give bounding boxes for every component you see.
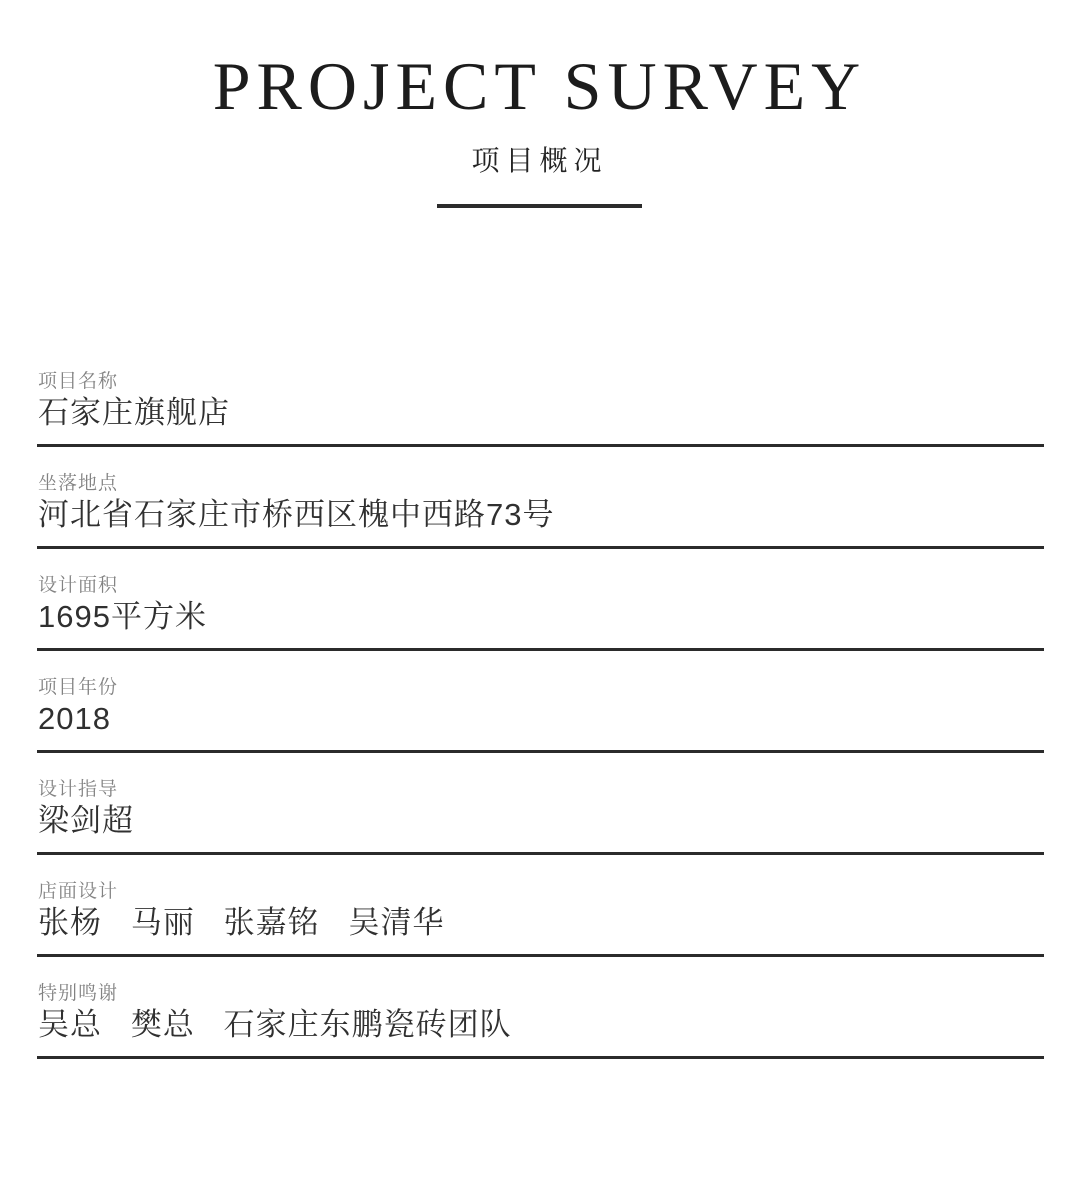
page-subtitle: 项目概况: [471, 145, 608, 176]
page-header: [0, 0, 1079, 208]
field-value: 河北省石家庄市桥西区槐中西路73号: [38, 497, 555, 532]
field-design-director: [37, 753, 1044, 855]
field-label: 设计面积: [38, 575, 119, 596]
field-store-design: [37, 855, 1044, 957]
field-special-thanks: [37, 957, 1044, 1059]
project-info-list: [37, 345, 1044, 1059]
field-value: 张杨 马丽 张嘉铭 吴清华: [38, 905, 445, 940]
page-title: PROJECT SURVEY: [212, 48, 867, 124]
field-label: 项目名称: [38, 371, 119, 392]
field-value: 吴总 樊总 石家庄东鹏瓷砖团队: [38, 1007, 512, 1042]
field-value: 2018: [38, 701, 111, 736]
field-project-name: [37, 345, 1044, 447]
header-divider: [437, 204, 642, 208]
field-value: 1695平方米: [38, 599, 207, 634]
field-value: 石家庄旗舰店: [38, 395, 230, 430]
field-label: 设计指导: [38, 779, 119, 800]
field-label: 项目年份: [38, 677, 119, 698]
field-label: 特别鸣谢: [38, 983, 119, 1004]
field-location: [37, 447, 1044, 549]
field-project-year: [37, 651, 1044, 753]
field-value: 梁剑超: [38, 803, 134, 838]
field-label: 店面设计: [38, 881, 119, 902]
field-label: 坐落地点: [38, 473, 119, 494]
field-design-area: [37, 549, 1044, 651]
